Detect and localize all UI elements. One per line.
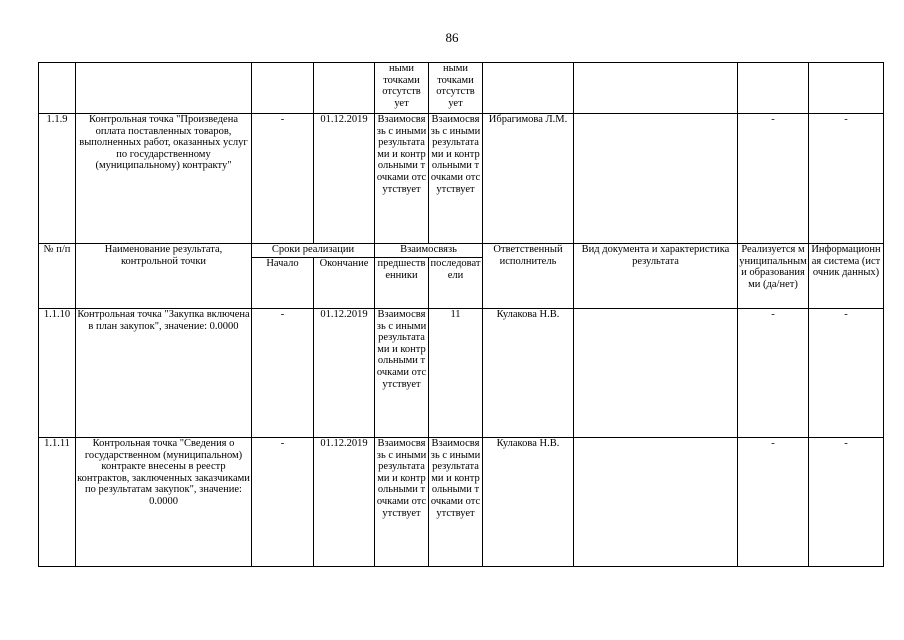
header-responsible: Ответственный исполнитель	[483, 244, 574, 309]
header-end: Окончание	[314, 258, 375, 309]
row-responsible: Кулакова Н.В.	[483, 309, 574, 438]
row-end	[314, 63, 375, 114]
row-name: Контрольная точка "Сведения о государственном (муниципальном) контракте внесены в реестр контрактов, заключенных заказчиками по результатам закупок", значение: 0.0000	[76, 438, 252, 567]
results-table	[38, 62, 884, 567]
row-successors: Взаимосвязь с иными результатами и контрольными точками отсутствует	[429, 438, 483, 567]
row-successors: ными точками отсутств ует	[429, 63, 483, 114]
row-infosystem: -	[809, 438, 884, 567]
row-document	[574, 63, 738, 114]
header-predecessors: предшественники	[375, 258, 429, 309]
header-start: Начало	[252, 258, 314, 309]
row-predecessors: Взаимосвязь с иными результатами и контрольными точками отсутствует	[375, 114, 429, 244]
row-number: 1.1.10	[39, 309, 76, 438]
header-infosystem: Информационная система (источник данных)	[809, 244, 884, 309]
header-municipal: Реализуется муниципальными образованиями (да/нет)	[738, 244, 809, 309]
row-number: 1.1.11	[39, 438, 76, 567]
row-successors: Взаимосвязь с иными результатами и контрольными точками отсутствует	[429, 114, 483, 244]
row-number: 1.1.9	[39, 114, 76, 244]
table-row	[39, 63, 884, 114]
row-name	[76, 63, 252, 114]
row-document	[574, 438, 738, 567]
row-predecessors: Взаимосвязь с иными результатами и контрольными точками отсутствует	[375, 309, 429, 438]
header-terms: Сроки реализации	[252, 244, 375, 258]
header-document: Вид документа и характеристика результата	[574, 244, 738, 309]
row-municipal: -	[738, 114, 809, 244]
row-predecessors: ными точками отсутств ует	[375, 63, 429, 114]
row-infosystem: -	[809, 309, 884, 438]
row-document	[574, 309, 738, 438]
row-predecessors: Взаимосвязь с иными результатами и контрольными точками отсутствует	[375, 438, 429, 567]
row-municipal: -	[738, 438, 809, 567]
row-end: 01.12.2019	[314, 114, 375, 244]
row-start: -	[252, 114, 314, 244]
page-number: 86	[445, 30, 459, 45]
row-municipal: -	[738, 309, 809, 438]
table-row	[39, 438, 884, 567]
row-document	[574, 114, 738, 244]
header-relation: Взаимосвязь	[375, 244, 483, 258]
table-row	[39, 309, 884, 438]
row-name: Контрольная точка "Произведена оплата поставленных товаров, выполненных работ, оказанных услуг по государственному (муниципальному) контракту"	[76, 114, 252, 244]
row-responsible	[483, 63, 574, 114]
row-start	[252, 63, 314, 114]
row-infosystem	[809, 63, 884, 114]
row-number	[39, 63, 76, 114]
row-name: Контрольная точка "Закупка включена в план закупок", значение: 0.0000	[76, 309, 252, 438]
row-successors: 11	[429, 309, 483, 438]
row-start: -	[252, 309, 314, 438]
row-responsible: Кулакова Н.В.	[483, 438, 574, 567]
row-end: 01.12.2019	[314, 309, 375, 438]
row-responsible: Ибрагимова Л.М.	[483, 114, 574, 244]
table-row	[39, 114, 884, 244]
header-name: Наименование результата, контрольной точки	[76, 244, 252, 309]
table-header-row	[39, 244, 884, 258]
row-end: 01.12.2019	[314, 438, 375, 567]
header-successors: последователи	[429, 258, 483, 309]
row-municipal	[738, 63, 809, 114]
row-infosystem: -	[809, 114, 884, 244]
header-number: № п/п	[39, 244, 76, 309]
row-start: -	[252, 438, 314, 567]
